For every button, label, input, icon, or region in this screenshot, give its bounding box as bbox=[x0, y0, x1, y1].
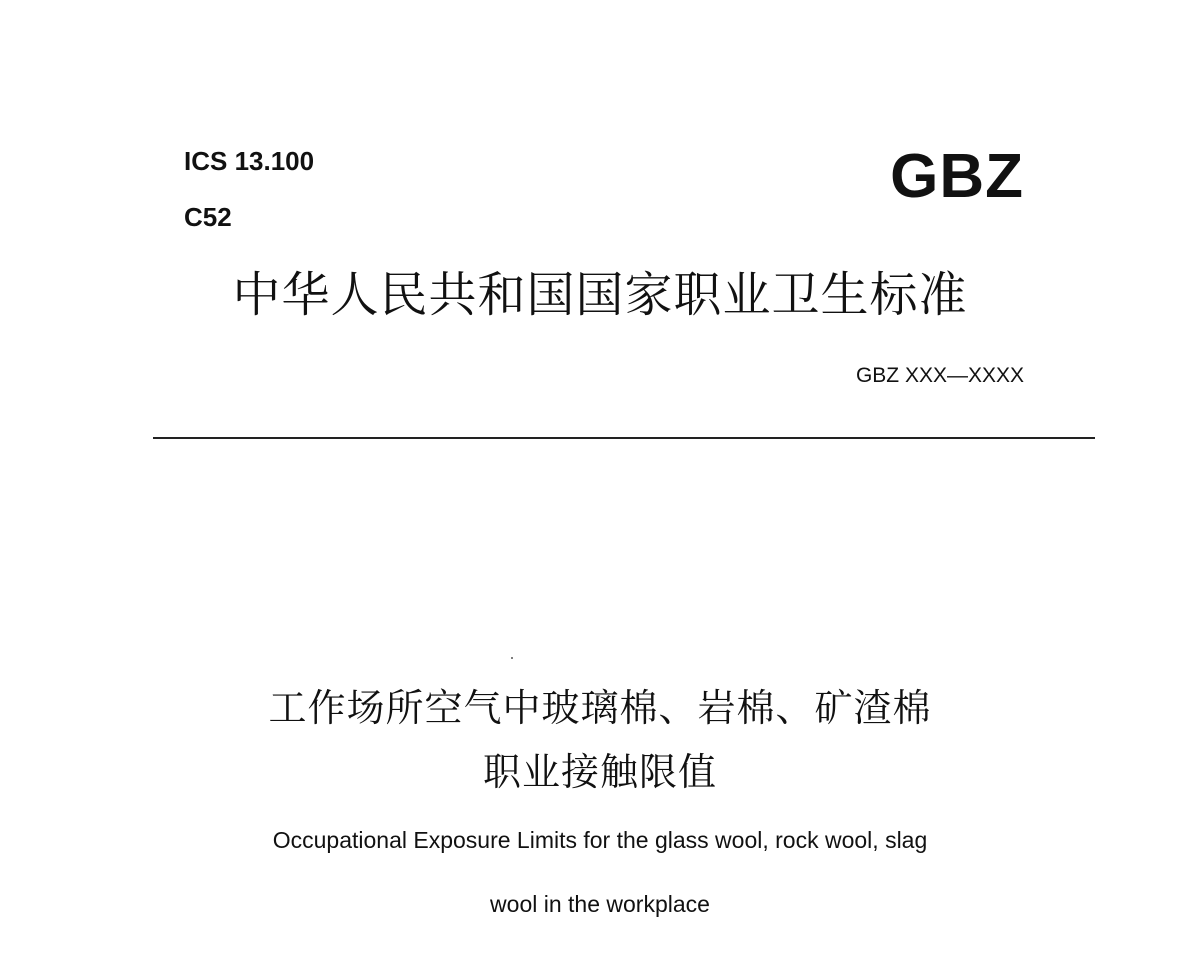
document-title-line-2: 职业接触限值 bbox=[482, 750, 717, 794]
english-title-line-2: wool in the workplace bbox=[490, 891, 710, 917]
scan-speck bbox=[511, 657, 513, 659]
classification-code: C52 bbox=[184, 202, 232, 232]
standard-mark: GBZ bbox=[890, 142, 1024, 211]
national-standard-title: 中华人民共和国国家职业卫生标准 bbox=[232, 267, 968, 323]
english-title-line-1: Occupational Exposure Limits for the glass wool, rock wool, slag bbox=[272, 827, 928, 853]
document-title-line-1: 工作场所空气中玻璃棉、岩棉、矿渣棉 bbox=[268, 686, 932, 730]
standard-number: GBZ XXX—XXXX bbox=[855, 364, 1024, 387]
ics-code: ICS 13.100 bbox=[184, 146, 315, 176]
header-divider bbox=[153, 437, 1095, 439]
